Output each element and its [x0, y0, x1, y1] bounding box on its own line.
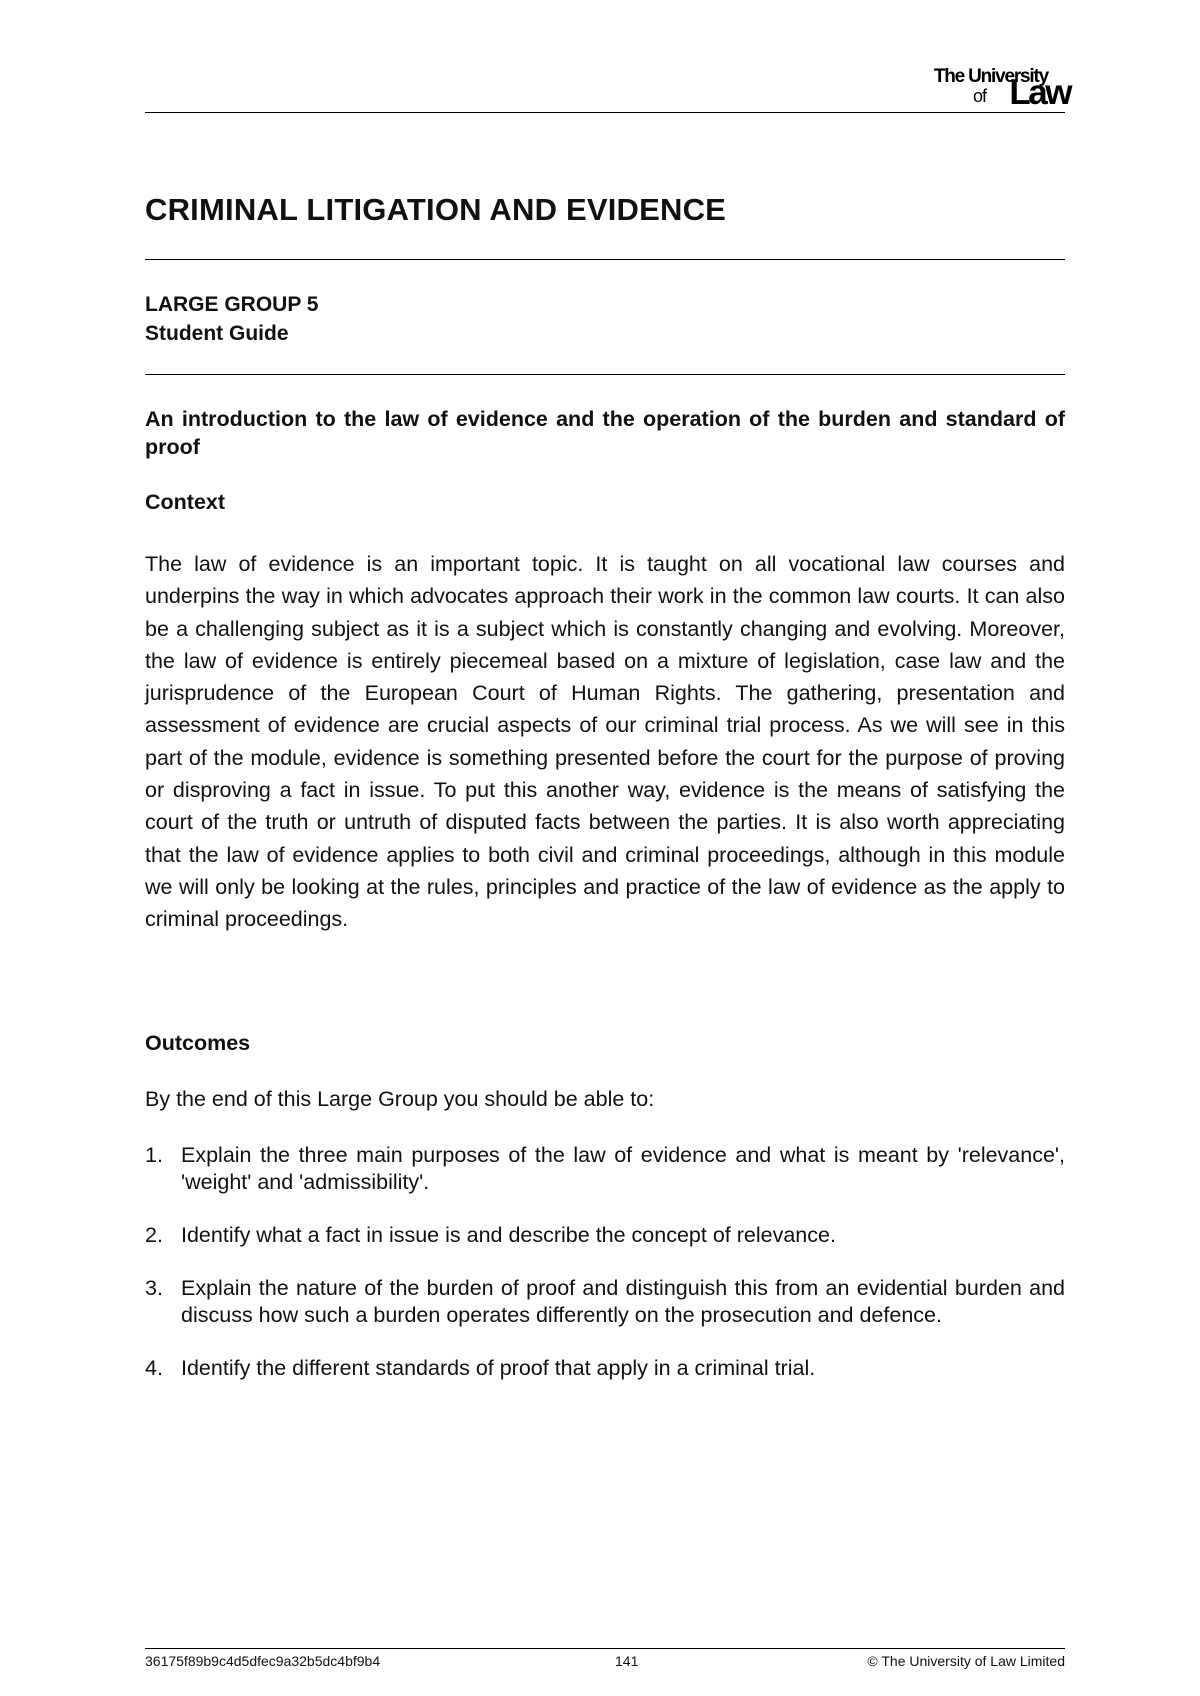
- context-heading: Context: [145, 490, 226, 514]
- copyright-notice: © The University of Law Limited: [867, 1653, 1065, 1669]
- page-title: CRIMINAL LITIGATION AND EVIDENCE: [145, 192, 727, 227]
- list-item-number: 2.: [145, 1223, 163, 1247]
- logo-of: of: [972, 86, 986, 106]
- list-item-text: Explain the three main purposes of the law of evidence and what is meant by 'relevance', 'weight' and 'admissibility'.: [181, 1143, 1065, 1194]
- list-item: [145, 1142, 1065, 1196]
- context-paragraph: The law of evidence is an important topic. It is taught on all vocational law courses and underpins the way in which advocates approach their work in the common law courts. It can also be a challenging subject as it is a subject which is constantly changing and evolving. Moreover, the law of evidence is entirely piecemeal based on a mixture of legislation, case law and the jurisprudence of the European Court of Human Rights. The gathering, presentation and assessment of evidence are crucial aspects of our criminal trial process. As we will see in this part of the module, evidence is something presented before the court for the purpose of proving or disproving a fact in issue. To put this another way, evidence is the means of satisfying the court of the truth or untruth of disputed facts between the parties. It is also worth appreciating that the law of evidence applies to both civil and criminal proceedings, although in this module we will only be looking at the rules, principles and practice of the law of evidence as the apply to criminal proceedings.: [145, 552, 1065, 932]
- list-item: [145, 1222, 1065, 1249]
- list-item: [145, 1355, 1065, 1382]
- group-divider: [145, 374, 1065, 375]
- outcomes-lead: By the end of this Large Group you should be able to:: [145, 1087, 655, 1111]
- footer-divider: [145, 1648, 1065, 1649]
- list-item-text: Identify what a fact in issue is and describe the concept of relevance.: [181, 1223, 836, 1247]
- outcomes-heading: Outcomes: [145, 1031, 251, 1055]
- document-id: 36175f89b9c4d5dfec9a32b5dc4bf9b4: [145, 1653, 381, 1669]
- list-item-number: 4.: [145, 1356, 163, 1380]
- group-name: LARGE GROUP 5: [145, 293, 319, 316]
- list-item-number: 1.: [145, 1143, 163, 1167]
- list-item-number: 3.: [145, 1276, 163, 1300]
- group-block: [145, 290, 318, 348]
- intro-heading: An introduction to the law of evidence and the operation of the burden and standard of proof: [145, 407, 1065, 459]
- list-item-text: Identify the different standards of proof that apply in a criminal trial.: [181, 1356, 816, 1380]
- header-divider: [145, 112, 1065, 113]
- outcomes-list: [145, 1142, 1065, 1408]
- list-item: [145, 1275, 1065, 1329]
- page-number: 141: [615, 1653, 639, 1669]
- list-item-text: Explain the nature of the burden of proof and distinguish this from an evidential burden and discuss how such a burden operates differently on the prosecution and defence.: [181, 1276, 1065, 1327]
- title-divider: [145, 259, 1065, 260]
- guide-label: Student Guide: [145, 322, 289, 345]
- logo-line1: The University: [933, 66, 1048, 87]
- university-logo: [860, 64, 1070, 112]
- logo-law: Law: [1009, 73, 1070, 112]
- footer: [145, 1653, 1065, 1673]
